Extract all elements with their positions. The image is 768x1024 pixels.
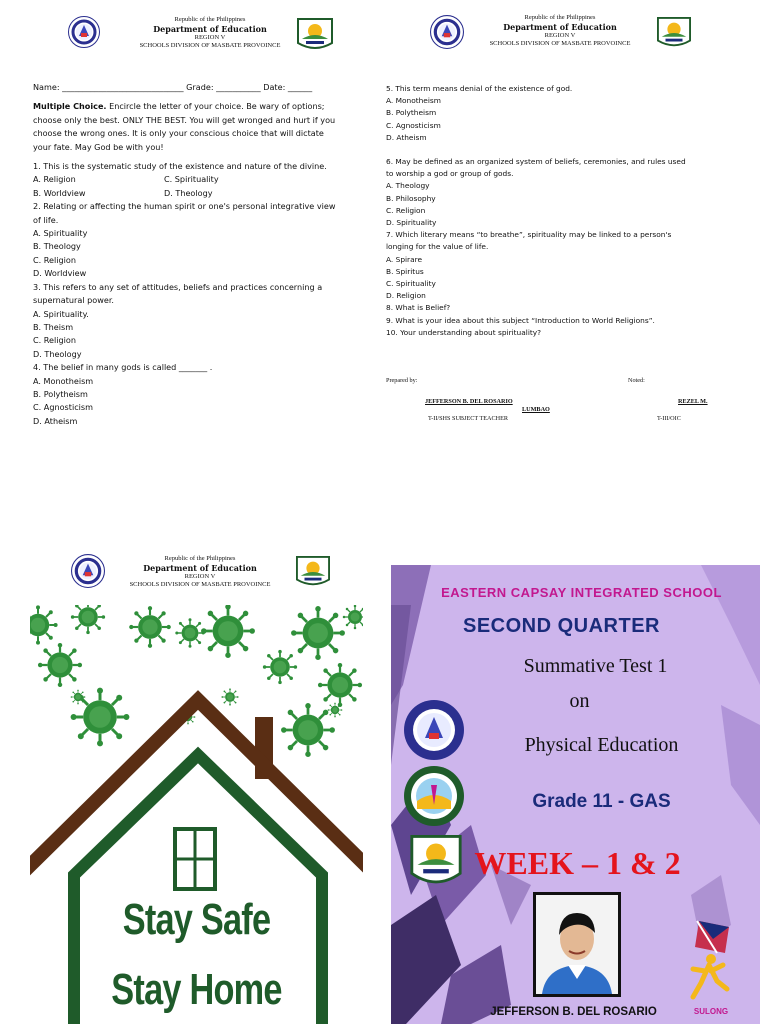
school-logo-icon <box>296 17 334 53</box>
grade-level: Grade 11 - GAS <box>532 791 671 812</box>
q1-options-row-2 <box>33 187 373 200</box>
instructions-title: Multiple Choice. <box>33 101 107 112</box>
q3-line: 3. This refers to any set of attitudes, beliefs and practices concerning a <box>33 281 323 292</box>
poster-text-stay-home: Stay Home <box>111 965 282 1014</box>
q1-stem: 1. This is the systematic study of the existence and nature of the divine. <box>33 161 327 172</box>
person-icon <box>536 895 618 994</box>
instructions-line-3: choose the wrong ones. It is only your conscious choice that will dictate <box>33 128 324 139</box>
header-division: SCHOOLS DIVISION OF MASBATE PROVOINCE <box>129 581 271 588</box>
q1-option-b: B. Worldview <box>33 187 86 198</box>
deped-seal-icon <box>68 16 100 48</box>
deped-seal-icon <box>430 15 464 49</box>
poster-illustration <box>30 605 363 1024</box>
page2-line <box>386 144 726 156</box>
poster-text-stay-safe: Stay Safe <box>122 895 271 944</box>
page2-line: A. Spirare <box>386 254 423 264</box>
school-logo-bottom-left <box>293 555 333 589</box>
q4-option: C. Agnosticism <box>33 402 93 413</box>
q1-option-d: D. Theology <box>164 187 213 198</box>
teacher-name: JEFFERSON B. DEL ROSARIO <box>425 398 513 405</box>
instructions-line-1 <box>33 100 373 113</box>
q1-option-c: C. Spirituality <box>164 174 219 185</box>
header-republic: Republic of the Philippines <box>164 555 236 562</box>
deped-seal-left-bottom <box>70 554 108 588</box>
sulong-logo <box>683 917 739 1023</box>
page2-line: B. Spiritus <box>386 266 424 276</box>
deped-seal-icon <box>70 554 106 588</box>
header-department: Department of Education <box>503 22 617 32</box>
q2-option: C. Religion <box>33 254 77 265</box>
instructions-line-2: choose only the best. ONLY THE BEST. You will get wronged and hurt if you <box>33 114 336 125</box>
q3-option: A. Spirituality. <box>33 308 89 319</box>
teacher-title: T-II/SHS SUBJECT TEACHER <box>428 415 508 422</box>
q2-option: B. Theology <box>33 241 81 252</box>
q4-line: 4. The belief in many gods is called _______ . <box>33 362 213 373</box>
header-republic: Republic of the Philippines <box>174 16 246 23</box>
header-region: REGION V <box>544 32 576 39</box>
header-region: REGION V <box>184 573 216 580</box>
school-logo-cover <box>409 833 463 891</box>
q3-line: supernatural power. <box>33 295 114 306</box>
document-header-2 <box>470 14 650 48</box>
page2-line: longing for the value of life. <box>386 242 489 252</box>
subject-title: Physical Education <box>524 734 679 756</box>
q2-line: of life. <box>33 214 59 225</box>
deped-seal-icon <box>403 699 465 761</box>
q3-option: C. Religion <box>33 335 77 346</box>
q3-option: D. Theology <box>33 348 82 359</box>
noted-name-1: REZEL M. <box>678 398 708 405</box>
q2-option: D. Worldview <box>33 268 87 279</box>
noted-label: Noted: <box>628 377 645 384</box>
page2-line: B. Polytheism <box>386 108 437 118</box>
instructions-line-4: your fate. May God be with you! <box>33 141 164 152</box>
page2-line: D. Spirituality <box>386 218 437 228</box>
header-region: REGION V <box>194 34 226 41</box>
page2-line: to worship a god or group of gods. <box>386 169 514 179</box>
cover-page <box>391 565 760 1024</box>
school-logo-icon <box>409 833 463 891</box>
page2-line: 8. What is Belief? <box>386 303 451 313</box>
document-header-1 <box>120 16 300 50</box>
school-logo-top-right <box>655 16 693 50</box>
instructions-text-1: Encircle the letter of your choice. Be wary of options; <box>106 101 325 112</box>
document-header-3 <box>110 555 290 589</box>
page2-line: C. Agnosticism <box>386 120 441 130</box>
q1-options-row-1 <box>33 173 373 186</box>
division-seal-cover <box>403 765 465 827</box>
page2-line: 10. Your understanding about spirituality? <box>386 327 542 337</box>
page2-line: 9. What is your idea about this subject “Introduction to World Religions”. <box>386 315 655 325</box>
division-seal-icon <box>403 765 465 827</box>
page2-line: D. Atheism <box>386 132 427 142</box>
page2-line: A. Monotheism <box>386 96 441 106</box>
week-label: WEEK – 1 & 2 <box>474 845 681 881</box>
q4-option: D. Atheism <box>33 415 78 426</box>
q2-option: A. Spirituality <box>33 228 88 239</box>
header-department: Department of Education <box>143 563 257 573</box>
test-title: Summative Test 1 <box>523 655 668 677</box>
prepared-by-label: Prepared by: <box>386 377 418 384</box>
name-grade-date-line: Name: ______________________________ Grade: ___________ Date: ______ <box>33 82 313 92</box>
sulong-label: SULONG <box>693 1007 729 1016</box>
header-department: Department of Education <box>153 24 267 34</box>
runner-flag-icon <box>683 917 739 1005</box>
teacher-photo <box>533 892 621 997</box>
quarter-title: SECOND QUARTER <box>462 615 660 637</box>
page2-line: 6. May be defined as an organized system of beliefs, ceremonies, and rules used <box>386 157 686 167</box>
deped-seal-left-top <box>68 16 100 48</box>
header-republic: Republic of the Philippines <box>524 14 596 21</box>
page2-line: 7. Which literary means “to breathe”, spirituality may be linked to a person's <box>386 230 672 240</box>
header-division: SCHOOLS DIVISION OF MASBATE PROVOINCE <box>489 40 631 47</box>
header-division: SCHOOLS DIVISION OF MASBATE PROVOINCE <box>139 42 281 49</box>
page2-line: A. Theology <box>386 181 430 191</box>
q4-option: A. Monotheism <box>33 375 94 386</box>
on-label: on <box>569 690 590 712</box>
deped-seal-right-top <box>430 15 464 49</box>
school-logo-top-left <box>296 17 334 53</box>
page2-line: B. Philosophy <box>386 193 436 203</box>
school-name: EASTERN CAPSAY INTEGRATED SCHOOL <box>441 585 722 600</box>
page2-questions <box>386 83 726 339</box>
school-logo-icon <box>655 16 693 50</box>
noted-name-2: LUMBAO <box>522 406 550 413</box>
page2-line: D. Religion <box>386 291 426 301</box>
page2-line: C. Religion <box>386 205 426 215</box>
deped-seal-cover <box>403 699 465 761</box>
virus-icons <box>30 605 363 757</box>
q3-option: B. Theism <box>33 321 74 332</box>
q1-option-a: A. Religion <box>33 174 76 185</box>
page2-line: C. Spirituality <box>386 279 436 289</box>
school-logo-icon <box>293 555 333 589</box>
noted-title: T-III/OIC <box>657 415 681 422</box>
page2-line: 5. This term means denial of the existence of god. <box>386 84 573 93</box>
author-name: JEFFERSON B. DEL ROSARIO <box>490 1006 657 1018</box>
page1-questions <box>33 81 373 428</box>
q2-line: 2. Relating or affecting the human spirit or one's personal integrative view <box>33 201 336 212</box>
q4-option: B. Polytheism <box>33 388 88 399</box>
stay-home-poster <box>30 605 363 1024</box>
